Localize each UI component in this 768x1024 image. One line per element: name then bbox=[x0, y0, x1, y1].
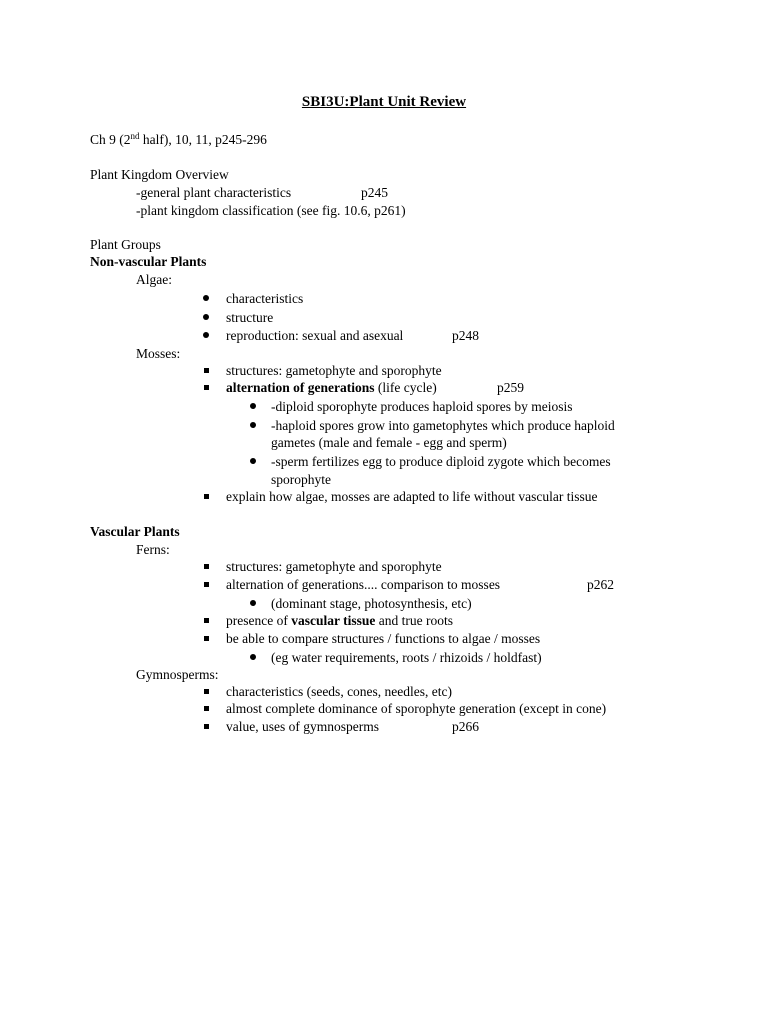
bullet-dot bbox=[250, 600, 256, 606]
bullet-dot bbox=[203, 332, 209, 338]
bullet-dot bbox=[250, 654, 256, 660]
list-item-continued: gametes (male and female - egg and sperm) bbox=[271, 435, 507, 450]
list-item: characteristics (seeds, cones, needles, etc) bbox=[226, 684, 453, 699]
ferns-label: Ferns: bbox=[136, 542, 170, 557]
list-item: (eg water requirements, roots / rhizoids / holdfast) bbox=[271, 650, 542, 665]
chapter-range: Ch 9 (2nd half), 10, 11, p245-296 bbox=[90, 131, 267, 147]
page-ref: p248 bbox=[452, 328, 479, 343]
bullet-dot bbox=[250, 403, 256, 409]
page-ref: p259 bbox=[497, 380, 524, 395]
list-item-continued: sporophyte bbox=[271, 472, 331, 487]
list-item: explain how algae, mosses are adapted to life without vascular tissue bbox=[226, 489, 598, 504]
list-item: value, uses of gymnosperms bbox=[226, 719, 379, 734]
list-item: -sperm fertilizes egg to produce diploid zygote which becomes bbox=[271, 454, 611, 469]
bullet-dot bbox=[203, 295, 209, 301]
bullet-square bbox=[204, 368, 209, 373]
bullet-square bbox=[204, 618, 209, 623]
bullet-square bbox=[204, 724, 209, 729]
overview-item: -general plant characteristics bbox=[136, 185, 292, 200]
page-ref: p262 bbox=[587, 577, 614, 592]
groups-heading: Plant Groups bbox=[90, 237, 161, 252]
list-item: reproduction: sexual and asexual bbox=[226, 328, 404, 343]
mosses-label: Mosses: bbox=[136, 346, 181, 361]
list-item: structure bbox=[226, 310, 274, 325]
page-ref: p266 bbox=[452, 719, 479, 734]
bullet-square bbox=[204, 706, 209, 711]
list-item: -haploid spores grow into gametophytes which produce haploid bbox=[271, 418, 615, 433]
page-title: SBI3U:Plant Unit Review bbox=[301, 94, 467, 110]
list-item: almost complete dominance of sporophyte generation (except in cone) bbox=[226, 701, 607, 716]
algae-label: Algae: bbox=[136, 272, 172, 287]
bullet-square bbox=[204, 385, 209, 390]
list-item: presence of vascular tissue and true roots bbox=[226, 613, 453, 628]
bullet-square bbox=[204, 689, 209, 694]
overview-item: -plant kingdom classification (see fig. 10.6, p261) bbox=[136, 203, 406, 218]
list-item: structures: gametophyte and sporophyte bbox=[226, 559, 442, 574]
bullet-square bbox=[204, 494, 209, 499]
page-ref: p245 bbox=[361, 185, 388, 200]
vascular-heading: Vascular Plants bbox=[90, 524, 180, 539]
bullet-square bbox=[204, 636, 209, 641]
list-item: alternation of generations.... comparison to mosses bbox=[226, 577, 501, 592]
bullet-dot bbox=[250, 458, 256, 464]
list-item: be able to compare structures / functions to algae / mosses bbox=[226, 631, 541, 646]
list-item: structures: gametophyte and sporophyte bbox=[226, 363, 442, 378]
list-item: (dominant stage, photosynthesis, etc) bbox=[271, 596, 472, 611]
overview-heading: Plant Kingdom Overview bbox=[90, 167, 229, 182]
bullet-square bbox=[204, 582, 209, 587]
list-item: characteristics bbox=[226, 291, 304, 306]
nonvascular-heading: Non-vascular Plants bbox=[90, 254, 207, 269]
list-item: -diploid sporophyte produces haploid spores by meiosis bbox=[271, 399, 573, 414]
list-item: alternation of generations (life cycle) bbox=[226, 380, 437, 395]
gymnosperms-label: Gymnosperms: bbox=[136, 667, 219, 682]
bullet-dot bbox=[250, 422, 256, 428]
bullet-square bbox=[204, 564, 209, 569]
bullet-dot bbox=[203, 314, 209, 320]
